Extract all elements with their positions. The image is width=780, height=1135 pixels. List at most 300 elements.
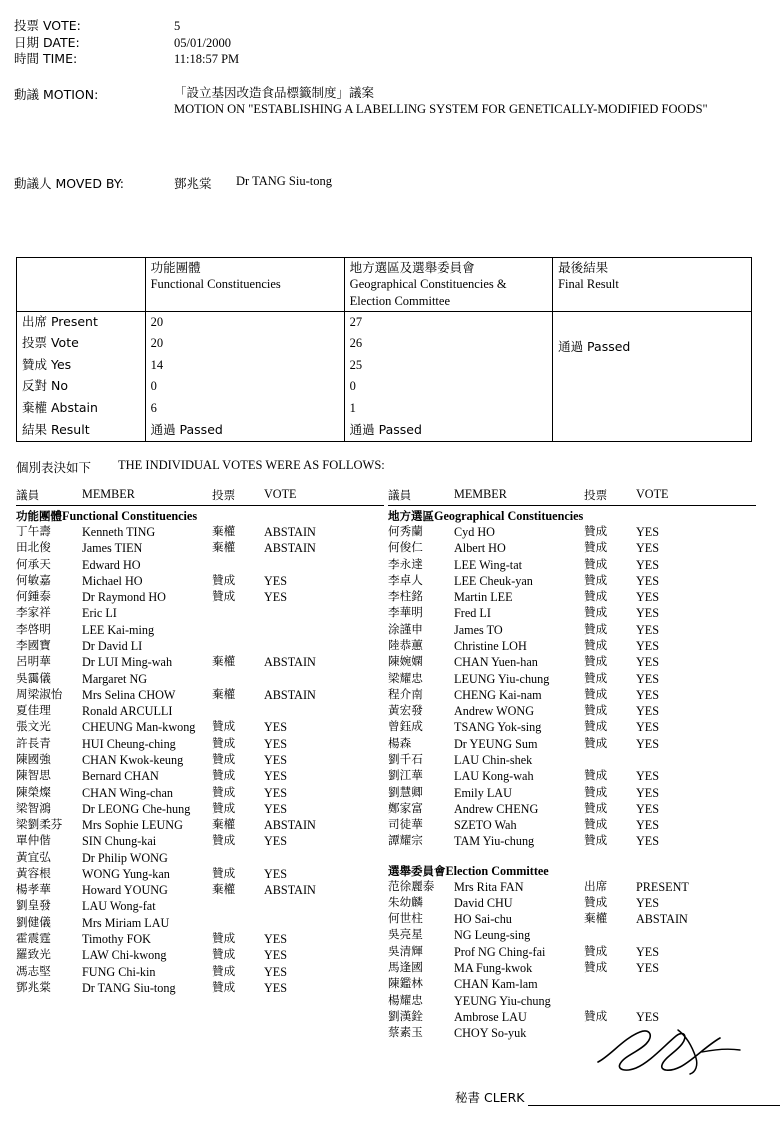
geographical-member-name-english: Martin LEE [454,590,513,605]
summary-header-final [553,258,752,312]
vote-row [16,622,384,638]
summary-header-functional-chinese: 功能團體 [150,260,201,275]
summary-fc-yes: 14 [150,357,164,372]
geographical-member-vote-english: YES [636,638,660,653]
functional-member-vote-chinese [212,850,264,866]
geographical-member-name-english: Emily LAU [454,785,512,800]
functional-member-name-chinese: 單仲偕 [16,833,51,848]
mover-name-chinese: 鄧兆棠 [174,176,212,191]
geographical-member-name-chinese: 劉江華 [388,768,423,783]
summary-label-no-text: 反對 No [22,378,68,394]
election-member-vote-english [636,993,756,1009]
vote-row [388,895,756,911]
functional-member-name-english: WONG Yung-kan [82,866,170,881]
summary-header-functional-english: Functional Constituencies [150,277,281,292]
vote-row [388,801,756,817]
summary-geographical-column [344,311,552,441]
geographical-member-vote-chinese: 贊成 [584,654,608,669]
geographical-member-vote-chinese: 贊成 [584,605,608,620]
functional-member-name-english: LAW Chi-kwong [82,948,167,963]
geographical-member-vote-english: YES [636,834,660,849]
geographical-member-vote-chinese: 贊成 [584,540,608,555]
vote-value: 5 [174,19,181,33]
election-member-vote-chinese: 棄權 [584,911,608,926]
right-header-vote-chinese: 投票 [584,488,608,502]
functional-member-name-english: Margaret NG [82,671,148,686]
summary-functional-column [145,311,344,441]
functional-member-vote-chinese [212,605,264,621]
summary-label-yes [17,355,145,377]
election-member-vote-english: YES [636,895,660,910]
vote-row [16,687,384,703]
functional-member-vote-chinese: 贊成 [212,572,236,587]
election-member-name-chinese: 范徐麗泰 [388,878,435,893]
vote-number-row [14,18,754,35]
geographical-member-name-chinese: 李永達 [388,556,423,571]
geographical-member-vote-english: YES [636,573,660,588]
functional-member-vote-english: ABSTAIN [264,687,316,702]
functional-member-vote-english [264,898,384,914]
functional-member-vote-english: YES [264,720,288,735]
functional-member-vote-english: YES [264,964,288,979]
summary-label-present [17,312,145,334]
vote-row [16,817,384,833]
functional-member-vote-chinese: 贊成 [212,768,236,783]
summary-gc-abstain: 1 [349,401,356,415]
functional-member-name-chinese: 鄧兆棠 [16,979,51,994]
vote-row [16,638,384,654]
vote-row [16,931,384,947]
functional-member-name-english: CHAN Wing-chan [82,785,174,800]
functional-member-vote-chinese: 棄權 [212,882,236,897]
election-member-name-chinese: 朱幼麟 [388,894,423,909]
clerk-signature-rule [528,1092,780,1106]
functional-member-name-english: Edward HO [82,557,141,572]
functional-member-vote-chinese: 贊成 [212,947,236,962]
functional-member-vote-english: YES [264,752,288,767]
functional-member-vote-english: YES [264,980,288,995]
geographical-member-vote-chinese: 贊成 [584,833,608,848]
functional-member-name-english: SIN Chung-kai [82,834,157,849]
geographical-member-vote-english: YES [636,557,660,572]
functional-member-name-english: Howard YOUNG [82,883,168,898]
motion-row [14,85,754,119]
geographical-member-list [388,524,756,850]
functional-member-vote-chinese: 贊成 [212,589,236,604]
election-member-name-english: YEUNG Yiu-chung [454,993,551,1008]
election-member-vote-english [636,976,756,992]
election-member-vote-chinese: 贊成 [584,1008,608,1023]
vote-row [16,540,384,556]
functional-member-name-chinese: 黃宜弘 [16,849,51,864]
functional-member-name-chinese: 李啓明 [16,621,51,636]
geographical-member-name-english: Dr YEUNG Sum [454,736,538,751]
geographical-member-name-chinese: 劉慧卿 [388,784,423,799]
mover-name-english: Dr TANG Siu-tong [236,174,332,188]
functional-member-name-chinese: 李國寶 [16,637,51,652]
summary-fc-present: 20 [150,314,164,329]
geographical-member-name-chinese: 黃宏發 [388,703,423,718]
geographical-member-name-english: Andrew CHENG [454,801,539,816]
vote-row [16,947,384,963]
geographical-member-vote-chinese: 贊成 [584,800,608,815]
vote-row [16,866,384,882]
vote-row [16,752,384,768]
geographical-member-name-english: LAU Chin-shek [454,752,533,767]
vote-row [16,671,384,687]
vote-row [388,622,756,638]
functional-member-name-chinese: 李家祥 [16,605,51,620]
left-header-member-english: MEMBER [82,487,135,501]
geographical-member-vote-chinese: 贊成 [584,735,608,750]
group-heading-functional [16,506,384,524]
vote-row [16,654,384,670]
vote-row [388,911,756,927]
election-member-vote-chinese: 贊成 [584,943,608,958]
functional-constituencies-column [16,487,384,1041]
geographical-member-vote-chinese: 贊成 [584,670,608,685]
functional-member-vote-english: YES [264,834,288,849]
functional-member-name-chinese: 陳國強 [16,751,51,766]
vote-row [16,801,384,817]
geographical-member-vote-english: YES [636,655,660,670]
functional-member-vote-english: YES [264,866,288,881]
election-member-vote-english: ABSTAIN [636,912,688,927]
vote-row [388,671,756,687]
functional-member-vote-chinese: 贊成 [212,979,236,994]
election-member-vote-chinese: 贊成 [584,960,608,975]
summary-label-result [17,420,145,442]
group-heading-functional-chinese: 功能團體 [16,509,62,523]
geographical-member-vote-english: YES [636,622,660,637]
functional-member-vote-chinese: 贊成 [212,784,236,799]
signature-icon [580,1022,750,1082]
vote-row [16,557,384,573]
motion-title-english: MOTION ON "ESTABLISHING A LABELLING SYSTEM FOR GENETICALLY-MODIFIED FOODS" [174,102,708,117]
geographical-member-name-chinese: 鄭家富 [388,800,423,815]
vote-row [388,833,756,849]
geographical-member-name-english: TAM Yiu-chung [454,834,535,849]
vote-label: 投票 VOTE: [14,18,81,33]
geographical-member-vote-chinese: 贊成 [584,784,608,799]
vote-row [16,964,384,980]
election-member-name-chinese: 陳鑑林 [388,976,423,991]
summary-label-result-text: 結果 Result [22,421,90,437]
geographical-member-vote-chinese: 贊成 [584,621,608,636]
election-member-vote-chinese: 贊成 [584,894,608,909]
functional-member-name-chinese: 周梁淑怡 [16,686,63,701]
vote-row [388,524,756,540]
functional-member-vote-english: ABSTAIN [264,655,316,670]
geographical-member-vote-chinese: 贊成 [584,768,608,783]
document-header [14,18,754,192]
functional-member-vote-chinese: 贊成 [212,931,236,946]
summary-fc-abstain: 6 [150,401,157,415]
functional-member-name-english: James TIEN [82,541,143,556]
functional-member-name-english: Eric LI [82,606,117,621]
left-header-vote-english: VOTE [264,487,297,501]
vote-row [388,993,756,1009]
geographical-member-name-english: James TO [454,622,503,637]
vote-row [388,557,756,573]
geographical-member-vote-chinese: 贊成 [584,524,608,538]
time-value: 11:18:57 PM [174,52,240,66]
functional-member-name-english: LAU Wong-fat [82,899,156,914]
election-member-vote-english: YES [636,944,660,959]
vote-row [388,879,756,895]
functional-member-name-english: Mrs Sophie LEUNG [82,818,183,833]
functional-member-name-chinese: 梁智鴻 [16,800,51,815]
summary-body-row [17,311,752,441]
geographical-member-vote-english: YES [636,736,660,751]
functional-member-name-english: Kenneth TING [82,525,156,539]
geographical-member-name-english: Albert HO [454,541,506,556]
functional-member-name-english: Dr Philip WONG [82,850,168,865]
functional-member-name-chinese: 馮志堅 [16,963,51,978]
geographical-member-vote-english: YES [636,818,660,833]
summary-label-vote-text: 投票 Vote [22,335,79,351]
date-value: 05/01/2000 [174,35,231,50]
election-member-vote-english: PRESENT [636,879,689,894]
group-heading-election-chinese: 選舉委員會 [388,863,446,878]
functional-member-name-english: Michael HO [82,573,143,588]
geographical-member-vote-english [636,752,756,768]
functional-member-name-chinese: 楊孝華 [16,882,51,897]
geographical-member-vote-chinese: 贊成 [584,817,608,832]
summary-fc-result: 通過 Passed [150,421,223,437]
functional-member-vote-chinese: 贊成 [212,719,236,734]
election-member-name-chinese: 何世柱 [388,911,423,926]
functional-member-vote-english [264,850,384,866]
geographical-member-vote-chinese [584,752,636,768]
right-header-vote-english: VOTE [636,487,669,501]
functional-member-vote-english: YES [264,948,288,963]
summary-label-vote [17,333,145,355]
election-member-vote-chinese [584,993,636,1009]
functional-member-vote-chinese: 贊成 [212,865,236,880]
functional-member-name-english: Dr David LI [82,638,143,653]
functional-member-vote-english: YES [264,785,288,800]
group-heading-election [388,850,756,879]
summary-header-geographical [344,258,552,312]
vote-row [388,944,756,960]
geographical-member-vote-chinese: 贊成 [584,703,608,718]
geographical-constituencies-column [388,487,756,1041]
election-member-name-english: Ambrose LAU [454,1009,527,1024]
functional-member-vote-chinese: 贊成 [212,833,236,848]
vote-row [388,719,756,735]
election-member-name-english: CHAN Kam-lam [454,977,538,992]
geographical-member-name-chinese: 劉千石 [388,751,423,766]
functional-member-name-english: LEE Kai-ming [82,622,155,637]
functional-member-vote-english [264,605,384,621]
summary-labels-column [17,311,146,441]
functional-member-vote-chinese: 贊成 [212,751,236,766]
vote-row [388,573,756,589]
functional-member-vote-english: YES [264,736,288,751]
summary-label-abstain [17,398,145,420]
geographical-member-name-english: Christine LOH [454,638,527,653]
individual-votes-section [16,487,756,1041]
functional-member-name-english: Dr Raymond HO [82,590,166,605]
functional-member-name-chinese: 何鍾泰 [16,589,51,604]
geographical-member-name-chinese: 程介南 [388,686,423,701]
summary-header-row [17,258,752,312]
functional-member-name-english: Timothy FOK [82,932,151,947]
vote-row [16,589,384,605]
functional-member-name-english: Dr TANG Siu-tong [82,980,176,995]
summary-label-abstain-text: 棄權 Abstain [22,400,98,415]
election-member-name-chinese: 馬逢國 [388,960,423,975]
right-header-member-chinese: 議員 [388,488,412,502]
functional-member-name-chinese: 陳榮燦 [16,784,51,799]
geographical-member-vote-english: YES [636,590,660,605]
geographical-member-name-chinese: 李華明 [388,605,423,620]
vote-row [388,638,756,654]
vote-row [16,573,384,589]
date-row [14,35,754,52]
vote-row [388,654,756,670]
summary-final-column [553,311,752,441]
geographical-member-vote-chinese: 贊成 [584,556,608,571]
functional-member-vote-chinese: 棄權 [212,686,236,701]
election-member-vote-english: YES [636,1009,660,1024]
functional-member-name-chinese: 許長青 [16,735,51,750]
vote-row [16,833,384,849]
functional-member-name-chinese: 黃容根 [16,865,51,880]
vote-row [16,768,384,784]
functional-member-name-english: Bernard CHAN [82,769,159,784]
functional-member-name-chinese: 夏佳理 [16,703,51,718]
geographical-member-name-chinese: 司徒華 [388,817,423,832]
geographical-member-vote-english: YES [636,704,660,719]
election-member-name-chinese: 蔡素玉 [388,1025,423,1040]
functional-member-name-chinese: 梁劉柔芬 [16,817,63,832]
functional-member-vote-english: ABSTAIN [264,818,316,833]
election-committee-member-list [388,879,756,1042]
geographical-member-name-chinese: 李卓人 [388,572,423,587]
summary-corner-cell [17,258,146,312]
functional-member-name-english: FUNG Chi-kin [82,964,156,979]
geographical-member-name-chinese: 李柱銘 [388,589,423,604]
geographical-member-name-english: TSANG Yok-sing [454,720,542,735]
geographical-member-name-chinese: 譚耀宗 [388,833,423,848]
vote-row [388,768,756,784]
functional-member-name-chinese: 呂明華 [16,654,51,669]
functional-member-name-chinese: 何敏嘉 [16,572,51,587]
functional-member-name-chinese: 陳智思 [16,768,51,783]
geographical-member-vote-english: YES [636,720,660,735]
election-member-vote-english [636,927,756,943]
vote-row [388,687,756,703]
functional-member-vote-chinese [212,898,264,914]
functional-member-name-chinese: 羅致光 [16,947,51,962]
geographical-member-vote-chinese: 贊成 [584,572,608,587]
geographical-member-name-english: LAU Kong-wah [454,769,534,784]
election-member-name-chinese: 楊耀忠 [388,992,423,1007]
functional-member-name-english: Dr LEONG Che-hung [82,801,191,816]
functional-member-name-chinese: 張文光 [16,719,51,734]
vote-row [16,898,384,914]
summary-label-present-text: 出席 Present [22,313,98,329]
election-member-vote-chinese [584,927,636,943]
functional-member-vote-english [264,638,384,654]
geographical-member-vote-chinese: 贊成 [584,686,608,701]
functional-member-vote-chinese: 贊成 [212,735,236,750]
geographical-member-vote-chinese: 贊成 [584,589,608,604]
election-member-name-chinese: 吳亮星 [388,927,423,942]
summary-final-result: 通過 Passed [558,338,631,354]
functional-member-name-english: Ronald ARCULLI [82,704,173,719]
vote-row [16,719,384,735]
functional-member-name-chinese: 霍震霆 [16,931,51,946]
vote-row [388,817,756,833]
group-heading-geographical-english: Geographical Constituencies [434,509,584,523]
geographical-member-name-chinese: 涂謹申 [388,621,423,636]
functional-member-vote-english [264,671,384,687]
vote-row [388,960,756,976]
functional-member-vote-english: ABSTAIN [264,883,316,898]
functional-member-vote-english [264,622,384,638]
summary-gc-result: 通過 Passed [349,421,422,437]
functional-member-vote-chinese: 贊成 [212,963,236,978]
geographical-member-name-chinese: 楊森 [388,735,412,750]
election-member-vote-chinese: 出席 [584,878,608,893]
geographical-member-name-english: LEE Wing-tat [454,557,522,572]
functional-member-name-chinese: 丁午壽 [16,524,51,538]
individual-votes-title [16,458,756,476]
vote-row [16,605,384,621]
functional-member-vote-chinese: 棄權 [212,524,236,538]
election-member-name-english: NG Leung-sing [454,928,531,943]
election-member-name-english: HO Sai-chu [454,912,512,927]
vote-row [16,980,384,996]
geographical-member-name-english: CHAN Yuen-han [454,655,538,670]
vote-row [388,976,756,992]
time-label: 時間 TIME: [14,51,78,66]
vote-row [16,915,384,931]
vote-row [388,785,756,801]
geographical-member-vote-english: YES [636,801,660,816]
vote-row [16,524,384,540]
summary-gc-vote: 26 [349,336,363,351]
functional-member-name-english: Mrs Miriam LAU [82,915,170,930]
motion-title-chinese: 「設立基因改造食品標籤制度」議案 [174,84,375,100]
functional-member-list [16,524,384,996]
geographical-member-name-english: Fred LI [454,606,491,621]
geographical-member-name-english: LEUNG Yiu-chung [454,671,550,686]
geographical-member-name-chinese: 曾鈺成 [388,719,423,734]
summary-header-geographical-chinese: 地方選區及選舉委員會 [349,260,475,275]
functional-member-name-chinese: 田北俊 [16,540,51,555]
geographical-member-name-chinese: 何俊仁 [388,540,423,555]
vote-row [388,927,756,943]
geographical-member-name-english: CHENG Kai-nam [454,687,542,702]
summary-fc-vote: 20 [150,336,164,351]
functional-member-vote-chinese: 贊成 [212,800,236,815]
geographical-member-vote-chinese: 贊成 [584,719,608,734]
vote-row [388,752,756,768]
summary-header-functional [145,258,344,312]
summary-gc-no: 0 [349,379,356,394]
functional-member-name-chinese: 吳靄儀 [16,670,51,685]
election-member-name-english: MA Fung-kwok [454,961,533,976]
functional-member-name-english: HUI Cheung-ching [82,736,176,751]
election-member-name-english: Prof NG Ching-fai [454,944,546,959]
summary-header-final-english: Final Result [558,277,619,292]
election-member-name-chinese: 吳清輝 [388,943,423,958]
vote-row [388,703,756,719]
